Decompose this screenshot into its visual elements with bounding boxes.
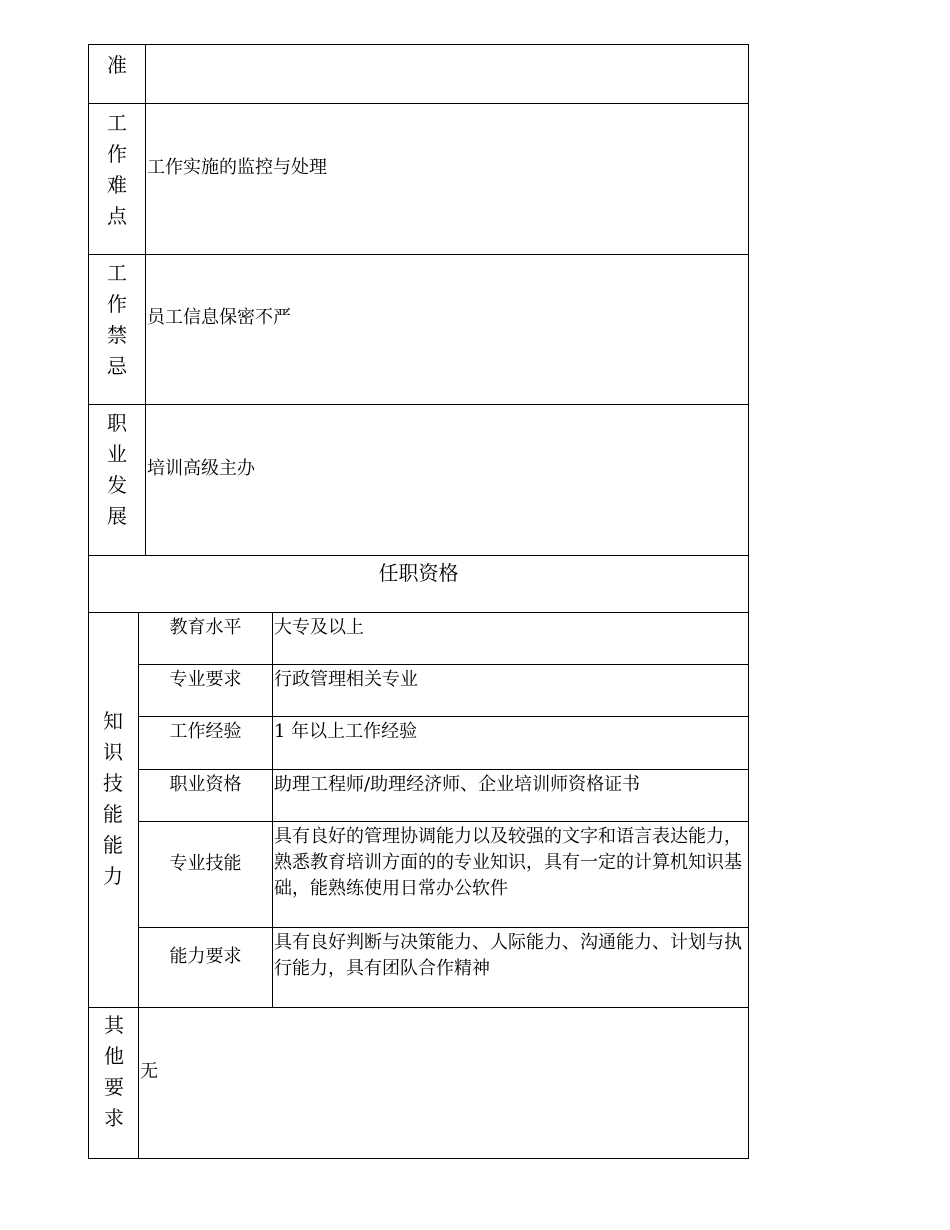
- career-development-value: 培训高级主办: [147, 458, 255, 479]
- row-divider: [88, 103, 749, 104]
- qual-value-professional-skills: 具有良好的管理协调能力以及较强的文字和语言表达能力，熟悉教育培训方面的的专业知识，具有一定的计算机知识基础，能熟练使用日常办公软件: [274, 826, 742, 899]
- qual-value-education: 大专及以上: [274, 617, 364, 638]
- row-divider: [88, 612, 749, 613]
- column-divider: [145, 44, 146, 555]
- row-label-other-requirements: 其 他 要 求: [104, 1013, 124, 1130]
- work-difficulty-value: 工作实施的监控与处理: [147, 157, 327, 178]
- qual-value-experience: 1 年以上工作经验: [274, 721, 418, 742]
- qual-label-education: 教育水平: [169, 617, 242, 638]
- row-divider: [88, 404, 749, 405]
- other-requirements-value: 无: [140, 1061, 158, 1082]
- row-divider: [88, 254, 749, 255]
- row-divider: [88, 1007, 749, 1008]
- qual-value-certification: 助理工程师/助理经济师、企业培训师资格证书: [274, 774, 641, 795]
- row-label-work-taboo: 工 作 禁 忌: [107, 261, 127, 378]
- qual-value-major: 行政管理相关专业: [274, 669, 418, 690]
- qual-label-ability: 能力要求: [169, 946, 242, 967]
- row-divider: [138, 927, 749, 928]
- qual-value-ability: 具有良好判断与决策能力、人际能力、沟通能力、计划与执行能力，具有团队合作精神: [274, 932, 742, 979]
- qual-label-major: 专业要求: [169, 669, 242, 690]
- table-border-bottom: [88, 1158, 749, 1159]
- row-label-work-difficulty: 工 作 难 点: [107, 111, 127, 228]
- qual-label-experience: 工作经验: [169, 721, 242, 742]
- row-divider: [88, 555, 749, 556]
- qualifications-heading: 任职资格: [378, 561, 459, 585]
- column-divider: [272, 612, 273, 1007]
- group-label-knowledge-skills: 知 识 技 能 能 力: [103, 709, 123, 888]
- qual-label-professional-skills: 专业技能: [169, 853, 242, 874]
- table-border-right: [748, 44, 749, 1159]
- table-border-left: [88, 44, 89, 1159]
- row-divider: [138, 769, 749, 770]
- row-divider: [138, 716, 749, 717]
- row-label-career-development: 职 业 发 展: [107, 411, 127, 528]
- table-border-top: [88, 44, 749, 45]
- column-divider: [138, 1007, 139, 1158]
- work-taboo-value: 员工信息保密不严: [147, 307, 291, 328]
- row-divider: [138, 821, 749, 822]
- row-divider: [138, 664, 749, 665]
- row-label-criteria: 准: [107, 53, 127, 77]
- qual-label-certification: 职业资格: [169, 774, 242, 795]
